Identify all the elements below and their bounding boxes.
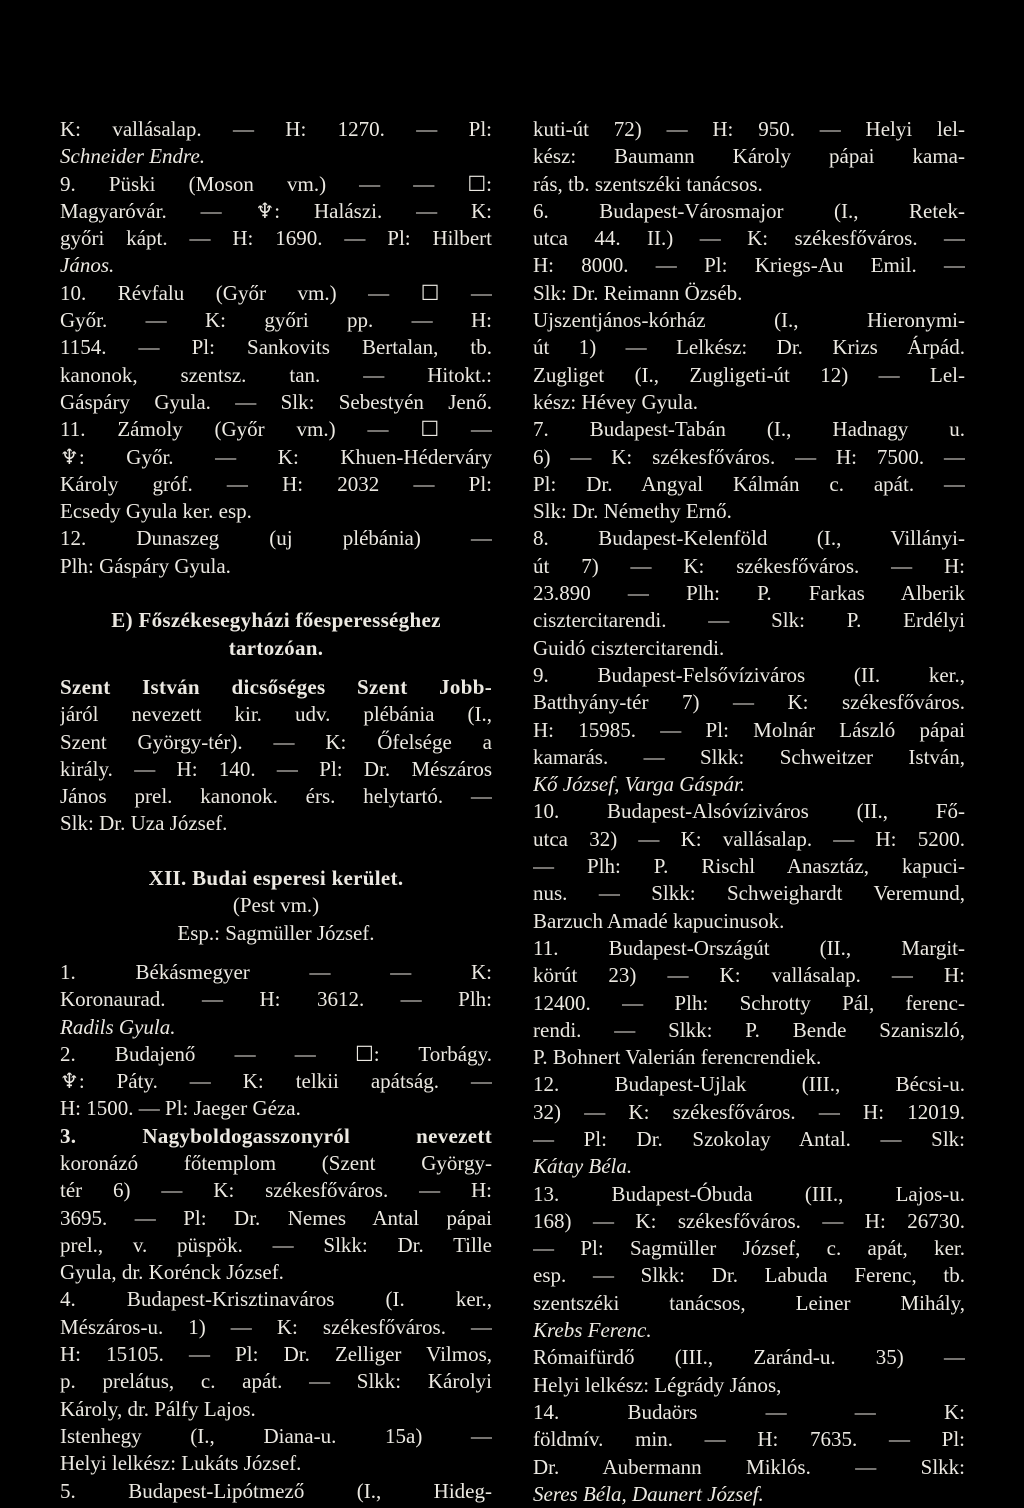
text-line: Rómaifürdő (III., Zaránd-u. 35) — (533, 1345, 965, 1370)
text-line: tér 6) — K: székesfőváros. — H: (60, 1178, 492, 1203)
text-line: 3. Nagyboldogasszonyról nevezett (60, 1123, 492, 1148)
text-line: — Pl: Dr. Szokolay Antal. — Slk: (533, 1126, 965, 1151)
text-line: (Pest vm.) (232, 893, 320, 918)
text-line: prel., v. püspök. — Slkk: Dr. Tille (60, 1232, 492, 1257)
text-line: kuti-út 72) — H: 950. — Helyi lel- (533, 117, 965, 141)
text-line: kanonok, szentsz. tan. — Hitokt.: (60, 362, 492, 387)
text-line: Guidó cisztercitarendi. (533, 635, 725, 660)
text-line: Helyi lelkész: Lukáts József. (60, 1451, 302, 1476)
text-line: kész: Baumann Károly pápai kama- (533, 144, 965, 169)
text-line: 3695. — Pl: Dr. Nemes Antal pápai (60, 1205, 492, 1230)
text-line: 11. Zámoly (Győr vm.) — ☐ — (60, 417, 492, 442)
text-line: Magyaróvár. — ♆: Halászi. — K: (60, 198, 492, 223)
text-line: győri kápt. — H: 1690. — Pl: Hilbert (60, 226, 492, 251)
text-line: Seres Béla, Daunert József. (533, 1481, 764, 1506)
text-line: H: 15105. — Pl: Dr. Zelliger Vilmos, (60, 1342, 492, 1367)
text-line: 10. Révfalu (Győr vm.) — ☐ — (60, 280, 492, 305)
text-line: 5. Budapest-Lipótmező (I., Hideg- (60, 1478, 492, 1503)
text-line: 9. Püski (Moson vm.) — — ☐: (60, 171, 492, 196)
text-line: Gáspáry Gyula. — Slk: Sebestyén Jenő. (60, 389, 492, 414)
text-line: rás, tb. szentszéki tanácsos. (533, 171, 763, 196)
text-line: Károly, dr. Pálfy Lajos. (60, 1396, 256, 1421)
text-line: H: 1500. — Pl: Jaeger Géza. (60, 1096, 301, 1121)
text-line: járól nevezett kir. udv. plébánia (I., (60, 702, 492, 727)
text-line: Krebs Ferenc. (533, 1318, 652, 1343)
text-line: János prel. kanonok. érs. helytartó. — (60, 784, 492, 809)
text-line: út 7) — K: székesfőváros. — H: (533, 553, 965, 578)
line-spacer (60, 838, 492, 865)
text-line: Szent György-tér). — K: Őfelsége a (60, 729, 492, 754)
text-line: 1154. — Pl: Sankovits Bertalan, tb. (60, 335, 492, 360)
text-line: H: 15985. — Pl: Molnár László pápai (533, 717, 965, 742)
text-line: utca 44. II.) — K: székesfőváros. — (533, 226, 965, 251)
text-line: 12. Dunaszeg (uj plébánia) — (60, 526, 492, 551)
text-line: — Plh: P. Rischl Anasztáz, kapuci- (533, 854, 965, 879)
text-line: Slk: Dr. Némethy Ernő. (533, 499, 732, 524)
text-line: Barzuch Amadé kapucinusok. (533, 908, 785, 933)
text-line: 32) — K: székesfőváros. — H: 12019. (533, 1099, 965, 1124)
text-line: Szent István dicsőséges Szent Jobb- (60, 674, 492, 699)
text-line: ♆: Páty. — K: telkii apátság. — (60, 1069, 492, 1094)
text-line: 12400. — Plh: Schrotty Pál, ferenc- (533, 990, 965, 1015)
text-line: Győr. — K: győri pp. — H: (60, 308, 492, 333)
text-line: Slk: Dr. Reimann Özséb. (533, 280, 743, 305)
text-line: Ujszentjános-kórház (I., Hieronymi- (533, 308, 965, 333)
text-line: szentszéki tanácsos, Leiner Mihály, (533, 1290, 965, 1315)
section-heading: XII. Budai esperesi kerület. (148, 866, 404, 891)
text-line: Kátay Béla. (533, 1154, 633, 1179)
text-line: Pl: Dr. Angyal Kálmán c. apát. — (533, 471, 965, 496)
text-line: Koronaurad. — H: 3612. — Plh: (60, 987, 492, 1012)
text-line: rendi. — Slkk: P. Bende Szaniszló, (533, 1017, 965, 1042)
text-line: H: 8000. — Pl: Kriegs-Au Emil. — (533, 253, 965, 278)
section-heading: tartozóan. (228, 635, 324, 660)
text-line: Kő József, Varga Gáspár. (533, 772, 746, 797)
text-line: Batthyány-tér 7) — K: székesfőváros. (533, 690, 965, 715)
text-line: János. (60, 253, 115, 278)
line-spacer (60, 662, 492, 674)
line-spacer (60, 947, 492, 959)
text-line: Schneider Endre. (60, 144, 206, 169)
text-line: 13. Budapest-Óbuda (III., Lajos-u. (533, 1181, 965, 1206)
text-line: Slk: Dr. Uza József. (60, 811, 228, 836)
text-line: 6. Budapest-Városmajor (I., Retek- (533, 198, 965, 223)
left-column (60, 116, 492, 1505)
text-line: Gyula, dr. Korénck József. (60, 1260, 284, 1285)
text-line: 7. Budapest-Tabán (I., Hadnagy u. (533, 417, 965, 442)
text-line: 168) — K: székesfőváros. — H: 26730. (533, 1208, 965, 1233)
text-line: király. — H: 140. — Pl: Dr. Mészáros (60, 756, 492, 781)
text-line: kész: Hévey Gyula. (533, 389, 699, 414)
text-line: nus. — Slkk: Schweighardt Veremund, (533, 881, 965, 906)
text-line: Plh: Gáspáry Gyula. (60, 553, 231, 578)
text-line: 11. Budapest-Országút (II., Margit- (533, 935, 965, 960)
text-line: utca 32) — K: vallásalap. — H: 5200. (533, 826, 965, 851)
text-line: K: vallásalap. — H: 1270. — Pl: (60, 117, 492, 141)
text-line: út 1) — Lelkész: Dr. Krizs Árpád. (533, 335, 965, 360)
text-line: Mészáros-u. 1) — K: székesfőváros. — (60, 1314, 492, 1339)
text-line: 14. Budaörs — — K: (533, 1399, 965, 1424)
text-line: 10. Budapest-Alsóvíziváros (II., Fő- (533, 799, 965, 824)
text-line: Istenhegy (I., Diana-u. 15a) — (60, 1423, 492, 1448)
section-heading: E) Főszékesegyházi főesperességhez (111, 608, 441, 633)
text-line: 12. Budapest-Ujlak (III., Bécsi-u. (533, 1072, 965, 1097)
text-line: Zugliget (I., Zugligeti-út 12) — Lel- (533, 362, 965, 387)
text-line: Ecsedy Gyula ker. esp. (60, 499, 252, 524)
text-line: 8. Budapest-Kelenföld (I., Villányi- (533, 526, 965, 551)
text-line: Esp.: Sagmüller József. (177, 920, 375, 945)
text-line: 4. Budapest-Krisztinaváros (I. ker., (60, 1287, 492, 1312)
text-line: P. Bohnert Valerián ferencrendiek. (533, 1045, 822, 1070)
text-line: 2. Budajenő — — ☐: Torbágy. (60, 1041, 492, 1066)
text-line: 23.890 — Plh: P. Farkas Alberik (533, 581, 965, 606)
line-spacer (60, 580, 492, 607)
text-line: 6) — K: székesfőváros. — H: 7500. — (533, 444, 965, 469)
text-line: kamarás. — Slkk: Schweitzer István, (533, 744, 965, 769)
text-line: Károly gróf. — H: 2032 — Pl: (60, 471, 492, 496)
text-line: koronázó főtemplom (Szent György- (60, 1150, 492, 1175)
text-line: ♆: Győr. — K: Khuen-Héderváry (60, 444, 492, 469)
text-line: esp. — Slkk: Dr. Labuda Ferenc, tb. (533, 1263, 965, 1288)
text-line: földmív. min. — H: 7635. — Pl: (533, 1427, 965, 1452)
text-line: Dr. Aubermann Miklós. — Slkk: (533, 1454, 965, 1479)
text-line: p. prelátus, c. apát. — Slkk: Károlyi (60, 1369, 492, 1394)
text-line: 1. Békásmegyer — — K: (60, 959, 492, 984)
text-line: — Pl: Sagmüller József, c. apát, ker. (533, 1236, 965, 1261)
text-line: Helyi lelkész: Légrády János, (533, 1372, 782, 1397)
text-line: 9. Budapest-Felsővíziváros (II. ker., (533, 662, 965, 687)
text-line: körút 23) — K: vallásalap. — H: (533, 963, 965, 988)
text-line: Radils Gyula. (60, 1014, 176, 1039)
right-column (533, 116, 965, 1508)
text-line: cisztercitarendi. — Slk: P. Erdélyi (533, 608, 965, 633)
